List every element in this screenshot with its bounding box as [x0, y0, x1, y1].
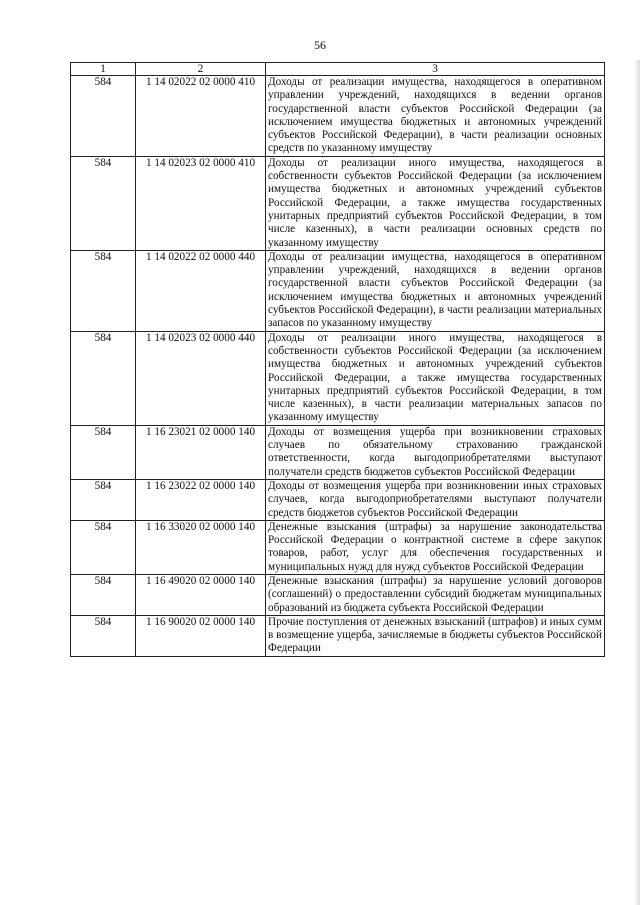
admin-code-cell: 584 — [71, 156, 136, 250]
table-row — [71, 574, 605, 615]
table-row — [71, 520, 605, 574]
admin-code-cell: 584 — [71, 425, 136, 479]
revenue-codes-table — [70, 62, 605, 657]
revenue-code-cell: 1 16 23022 02 0000 140 — [136, 479, 266, 520]
admin-code-cell: 584 — [71, 250, 136, 331]
revenue-description-cell: Доходы от реализации иного имущества, находящегося в собственности субъектов Российской Федерации (за исключением имущества бюджетных и автономных учреждений субъектов Российской Федерации, а также имущества государственных унитарных предприятий субъектов Российской Федерации, в том числе казенных), в части реализации материальных запасов по указанному имуществу — [266, 331, 605, 425]
table-row — [71, 331, 605, 425]
column-header-1: 1 — [71, 63, 136, 76]
revenue-description-cell: Доходы от возмещения ущерба при возникновении страховых случаев по обязательному страхованию гражданской ответственности, когда выгодоприобретателями выступают получатели средств бюджетов субъектов Российской Федерации — [266, 425, 605, 479]
column-header-3: 3 — [266, 63, 605, 76]
table-row — [71, 425, 605, 479]
revenue-code-cell: 1 16 33020 02 0000 140 — [136, 520, 266, 574]
admin-code-cell: 584 — [71, 520, 136, 574]
table-row — [71, 615, 605, 656]
revenue-description-cell: Денежные взыскания (штрафы) за нарушение законодательства Российской Федерации о контрактной системе в сфере закупок товаров, работ, услуг для обеспечения государственных и муниципальных нужд для нужд субъектов Российской Федерации — [266, 520, 605, 574]
table-row — [71, 250, 605, 331]
revenue-description-cell: Доходы от реализации имущества, находящегося в оперативном управлении учреждений, находящихся в ведении органов государственной власти субъектов Российской Федерации (за исключением имущества бюджетных и автономных учреждений субъектов Российской Федерации), в части реализации материальных запасов по указанному имуществу — [266, 250, 605, 331]
revenue-code-cell: 1 16 23021 02 0000 140 — [136, 425, 266, 479]
revenue-description-cell: Денежные взыскания (штрафы) за нарушение условий договоров (соглашений) о предоставлении субсидий бюджетам муниципальных образований из бюджета субъекта Российской Федерации — [266, 574, 605, 615]
revenue-description-cell: Прочие поступления от денежных взысканий (штрафов) и иных сумм в возмещение ущерба, зачисляемые в бюджеты субъектов Российской Федерации — [266, 615, 605, 656]
table-header-row — [71, 63, 605, 76]
revenue-description-cell: Доходы от реализации имущества, находящегося в оперативном управлении учреждений, находящихся в ведении органов государственной власти субъектов Российской Федерации (за исключением имущества бюджетных и автономных учреждений субъектов Российской Федерации), в части реализации основных средств по указанному имуществу — [266, 76, 605, 157]
revenue-code-cell: 1 14 02023 02 0000 440 — [136, 331, 266, 425]
admin-code-cell: 584 — [71, 615, 136, 656]
admin-code-cell: 584 — [71, 574, 136, 615]
revenue-description-cell: Доходы от возмещения ущерба при возникновении иных страховых случаев, когда выгодоприобретателями выступают получатели средств бюджетов субъектов Российской Федерации — [266, 479, 605, 520]
revenue-code-cell: 1 14 02023 02 0000 410 — [136, 156, 266, 250]
table-row — [71, 76, 605, 157]
admin-code-cell: 584 — [71, 76, 136, 157]
revenue-code-cell: 1 16 90020 02 0000 140 — [136, 615, 266, 656]
revenue-code-cell: 1 16 49020 02 0000 140 — [136, 574, 266, 615]
revenue-description-cell: Доходы от реализации иного имущества, находящегося в собственности субъектов Российской Федерации (за исключением имущества бюджетных и автономных учреждений субъектов Российской Федерации, а также имущества государственных унитарных предприятий субъектов Российской Федерации, в том числе казенных), в части реализации основных средств по указанному имуществу — [266, 156, 605, 250]
page-number: 56 — [314, 38, 326, 52]
revenue-code-cell: 1 14 02022 02 0000 410 — [136, 76, 266, 157]
column-header-2: 2 — [136, 63, 266, 76]
revenue-code-cell: 1 14 02022 02 0000 440 — [136, 250, 266, 331]
page-edge-shadow — [634, 60, 640, 905]
table-row — [71, 156, 605, 250]
admin-code-cell: 584 — [71, 331, 136, 425]
table-row — [71, 479, 605, 520]
admin-code-cell: 584 — [71, 479, 136, 520]
